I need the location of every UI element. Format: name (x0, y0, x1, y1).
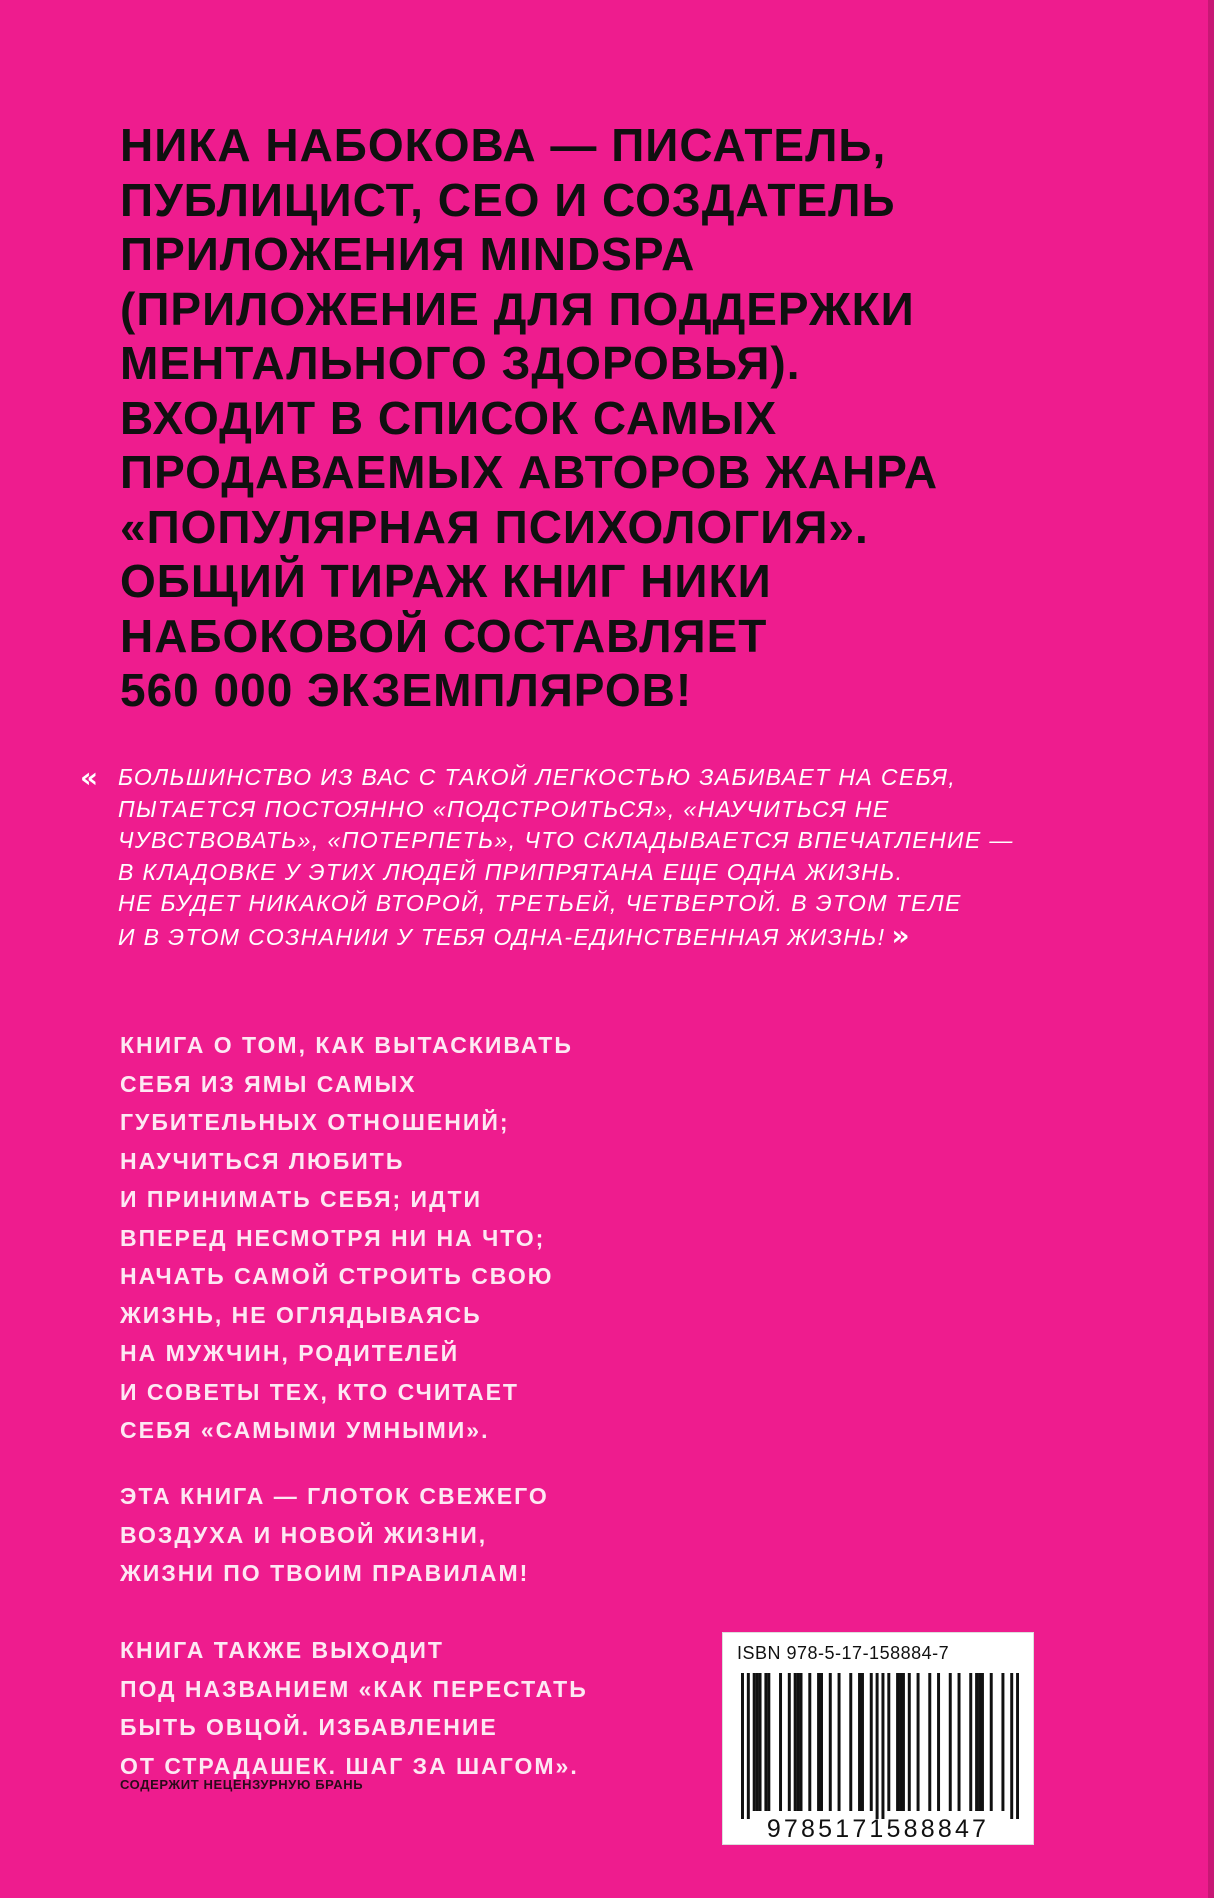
barcode-bar (876, 1673, 879, 1819)
barcode-bar (902, 1673, 905, 1811)
barcode-bar (908, 1673, 911, 1811)
bio-line: (ПРИЛОЖЕНИЕ ДЛЯ ПОДДЕРЖКИ (120, 282, 915, 335)
bio-line: «ПОПУЛЯРНАЯ ПСИХОЛОГИЯ». (120, 500, 869, 553)
quote-line: БОЛЬШИНСТВО ИЗ ВАС С ТАКОЙ ЛЕГКОСТЬЮ ЗАБИВАЕТ НА СЕБЯ, (118, 764, 957, 790)
bio-line: ПРОДАВАЕМЫХ АВТОРОВ ЖАНРА (120, 446, 939, 498)
quote-line: ПЫТАЕТСЯ ПОСТОЯННО «ПОДСТРОИТЬСЯ», «НАУЧИТЬСЯ НЕ (118, 795, 890, 822)
barcode-bar (829, 1673, 832, 1811)
barcode-bar (817, 1673, 820, 1811)
bio-line: МЕНТАЛЬНОГО ЗДОРОВЬЯ). (120, 337, 801, 389)
barcode-bar (759, 1673, 762, 1811)
close-quote-mark: » (891, 918, 908, 952)
description-line: НАЧАТЬ САМОЙ СТРОИТЬ СВОЮ (120, 1263, 554, 1289)
barcode-bar (797, 1673, 800, 1811)
barcode-bar (858, 1673, 861, 1811)
description-line: СЕБЯ ИЗ ЯМЫ САМЫХ (120, 1070, 417, 1097)
barcode-bar (753, 1673, 756, 1811)
alt-title-line: ПОД НАЗВАНИЕМ «КАК ПЕРЕСТАТЬ (120, 1675, 588, 1702)
barcode-bar (767, 1673, 770, 1811)
barcode-bar (969, 1673, 972, 1811)
alt-title-line: БЫТЬ ОВЦОЙ. ИЗБАВЛЕНИЕ (120, 1714, 498, 1740)
barcode-bar (1010, 1673, 1013, 1819)
barcode-bar (887, 1673, 890, 1811)
alt-title-line: КНИГА ТАКЖЕ ВЫХОДИТ (120, 1637, 444, 1663)
barcode-bar (899, 1673, 902, 1811)
author-bio (120, 118, 1140, 718)
barcode-bar (870, 1673, 873, 1811)
barcode-bar (975, 1673, 978, 1811)
bio-line: ПРИЛОЖЕНИЯ MINDSPA (120, 228, 696, 280)
quote-line: И В ЭТОМ СОЗНАНИИ У ТЕБЯ ОДНА-ЕДИНСТВЕННАЯ ЖИЗНЬ! (118, 923, 886, 950)
barcode-bar (849, 1673, 852, 1811)
quote-line: В КЛАДОВКЕ У ЭТИХ ЛЮДЕЙ ПРИПРЯТАНА ЕЩЕ ОДНА ЖИЗНЬ. (118, 858, 904, 885)
barcode-bar (896, 1673, 899, 1811)
description-line: ВПЕРЕД НЕСМОТРЯ НИ НА ЧТО; (120, 1224, 546, 1251)
bio-line: ВХОДИТ В СПИСОК САМЫХ (120, 391, 778, 444)
barcode-bar (788, 1673, 791, 1811)
barcode-bar (937, 1673, 940, 1811)
bio-line: 560 000 ЭКЗЕМПЛЯРОВ! (120, 664, 693, 716)
barcode-bar (800, 1673, 803, 1811)
bio-line: НАБОКОВОЙ СОСТАВЛЯЕТ (120, 609, 768, 662)
barcode-bar (838, 1673, 841, 1811)
bio-line: НИКА НАБОКОВА — ПИСАТЕЛЬ, (120, 119, 887, 171)
barcode-bar (779, 1673, 782, 1811)
barcode-bar (881, 1673, 884, 1819)
tagline-line: ВОЗДУХА И НОВОЙ ЖИЗНИ, (120, 1521, 488, 1548)
barcode-bar (764, 1673, 767, 1811)
book-description (120, 1026, 680, 1450)
barcode-bar (1001, 1673, 1004, 1811)
description-line: И СОВЕТЫ ТЕХ, КТО СЧИТАЕТ (120, 1378, 519, 1405)
barcode-bar (990, 1673, 993, 1811)
description-line: И ПРИНИМАТЬ СЕБЯ; ИДТИ (120, 1186, 483, 1212)
barcode-bars (741, 1673, 1019, 1819)
description-line: СЕБЯ «САМЫМИ УМНЫМИ». (120, 1417, 490, 1443)
description-line: КНИГА О ТОМ, КАК ВЫТАСКИВАТЬ (120, 1032, 573, 1058)
tagline (120, 1477, 680, 1593)
content-warning: СОДЕРЖИТ НЕЦЕНЗУРНУЮ БРАНЬ (120, 1777, 364, 1792)
barcode-bar (978, 1673, 981, 1811)
barcode-bar (794, 1673, 797, 1811)
bio-line: ПУБЛИЦИСТ, СЕО И СОЗДАТЕЛЬ (120, 173, 896, 226)
barcode-bar (917, 1673, 920, 1811)
barcode-bar (928, 1673, 931, 1811)
isbn-barcode (722, 1632, 1034, 1845)
alt-title-line: ОТ СТРАДАШЕК. ШАГ ЗА ШАГОМ». (120, 1752, 579, 1779)
pull-quote (80, 762, 1130, 954)
quote-last-line-wrap (80, 920, 1130, 954)
quote-line: НЕ БУДЕТ НИКАКОЙ ВТОРОЙ, ТРЕТЬЕЙ, ЧЕТВЕРТОЙ. В ЭТОМ ТЕЛЕ (118, 890, 962, 917)
barcode-bar (820, 1673, 823, 1811)
barcode-bar (1016, 1673, 1019, 1819)
barcode-bar (756, 1673, 759, 1811)
description-line: НАУЧИТЬСЯ ЛЮБИТЬ (120, 1147, 405, 1174)
barcode-bar (747, 1673, 750, 1819)
barcode-bar (949, 1673, 952, 1811)
barcode-bar (808, 1673, 811, 1811)
description-line: ГУБИТЕЛЬНЫХ ОТНОШЕНИЙ; (120, 1109, 510, 1135)
tagline-line: ЭТА КНИГА — ГЛОТОК СВЕЖЕГО (120, 1483, 549, 1509)
barcode-bar (861, 1673, 864, 1811)
ean-digits: 9785171588847 (766, 1815, 990, 1843)
isbn-number: ISBN 978-5-17-158884-7 (737, 1643, 950, 1663)
description-line: НА МУЖЧИН, РОДИТЕЛЕЙ (120, 1340, 460, 1366)
tagline-line: ЖИЗНИ ПО ТВОИМ ПРАВИЛАМ! (120, 1560, 530, 1586)
barcode-bar (981, 1673, 984, 1811)
barcode-bar (958, 1673, 961, 1811)
bio-line: ОБЩИЙ ТИРАЖ КНИГ НИКИ (120, 555, 772, 607)
description-line: ЖИЗНЬ, НЕ ОГЛЯДЫВАЯСЬ (120, 1301, 482, 1328)
barcode-bar (741, 1673, 744, 1819)
alt-title-note (120, 1631, 680, 1785)
quote-line: ЧУВСТВОВАТЬ», «ПОТЕРПЕТЬ», ЧТО СКЛАДЫВАЕТСЯ ВПЕЧАТЛЕНИЕ — (118, 827, 1014, 854)
open-quote-mark: « (80, 761, 97, 794)
